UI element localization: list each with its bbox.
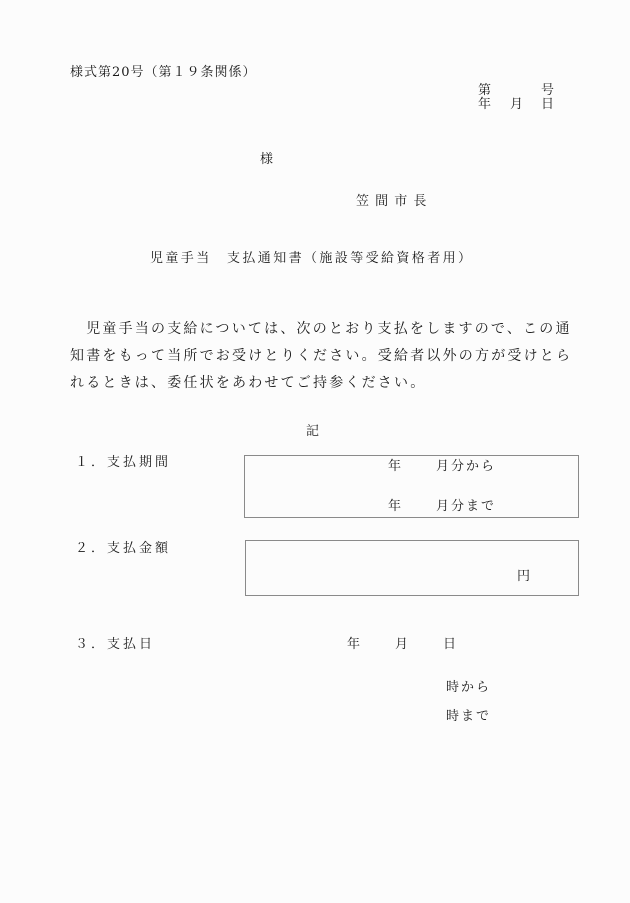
- payment-period-label: １．支払期間: [75, 455, 172, 470]
- body-line: 児童手当の支給については、次のとおり支払をしますので、この通: [70, 321, 572, 337]
- form-number: 様式第20号（第１９条関係）: [70, 65, 257, 80]
- doc-date-year: 年: [478, 97, 492, 112]
- body-line: れるときは、委任状をあわせてご持参ください。: [70, 375, 427, 391]
- page-title: 児童手当 支払通知書（施設等受給資格者用）: [150, 251, 474, 266]
- doc-number-prefix: 第: [478, 83, 492, 98]
- doc-date-month: 月: [510, 97, 524, 112]
- period-to-year: 年: [388, 499, 402, 514]
- period-from-month: 月分から: [436, 459, 497, 474]
- payment-period-box[interactable]: [244, 455, 579, 518]
- payment-date-label: ３．支払日: [75, 637, 156, 652]
- payment-amount-label: ２．支払金額: [75, 541, 172, 556]
- payment-date-month: 月: [395, 637, 409, 652]
- period-to-month: 月分まで: [436, 499, 497, 514]
- doc-number-suffix: 号: [541, 83, 555, 98]
- body-line: 知書をもって当所でお受けとりください。受給者以外の方が受けとら: [70, 348, 573, 364]
- period-from-year: 年: [388, 459, 402, 474]
- body-paragraph: [70, 316, 573, 397]
- doc-date-day: 日: [541, 97, 555, 112]
- payment-date-year: 年: [347, 637, 361, 652]
- sender-name: 笠 間 市 長: [356, 194, 428, 209]
- amount-unit-yen: 円: [517, 569, 531, 584]
- payment-time-to: 時まで: [446, 709, 492, 724]
- recipient-honorific: 様: [260, 152, 274, 167]
- payment-amount-box[interactable]: [245, 540, 579, 596]
- payment-date-day: 日: [443, 637, 457, 652]
- payment-time-from: 時から: [446, 680, 492, 695]
- note-heading: 記: [306, 424, 320, 439]
